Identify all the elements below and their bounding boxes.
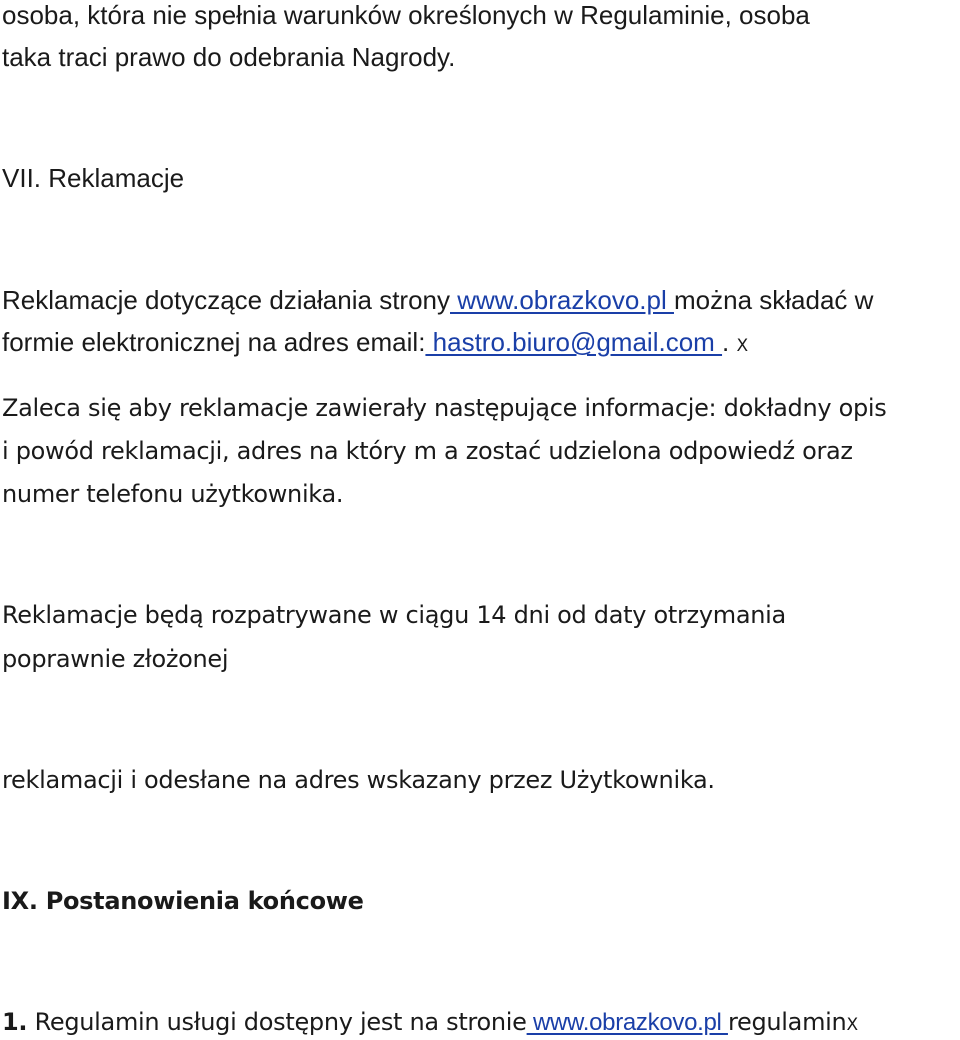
email-prefix: formie elektronicznej na adres email: xyxy=(2,327,426,357)
email-link[interactable]: hastro.biuro@gmail.com xyxy=(425,327,723,357)
item-1-text: Regulamin usługi dostępny jest na stronie xyxy=(34,1008,527,1036)
section-7-heading: VII. Reklamacje xyxy=(2,163,185,193)
intro-line-2: taka traci prawo do odebrania Nagrody. xyxy=(2,42,456,72)
rozpatrywane-line-2: poprawnie złożonej xyxy=(2,645,229,673)
section-9-heading: IX. Postanowienia końcowe xyxy=(2,887,364,915)
item-1-x-mark: X xyxy=(846,1015,858,1035)
zaleca-line-2: i powód reklamacji, adres na który m a zostać udzielona odpowiedź oraz xyxy=(2,437,853,465)
item-1-suffix: regulamin xyxy=(727,1008,847,1036)
item-1-number: 1. xyxy=(2,1008,28,1036)
rozpatrywane-line-1: Reklamacje będą rozpatrywane w ciągu 14 dni od daty otrzymania xyxy=(2,601,786,629)
reklamacje-prefix: Reklamacje dotyczące działania strony xyxy=(2,285,450,315)
reklamacje-suffix: można składać w xyxy=(673,285,874,315)
item-1-obrazkovo-link[interactable]: www.obrazkovo.pl xyxy=(526,1009,728,1036)
zaleca-line-3: numer telefonu użytkownika. xyxy=(2,480,344,508)
close-x-mark: X xyxy=(736,336,749,356)
item-1-line xyxy=(2,1007,858,1040)
reklamacje-paragraph-line-1 xyxy=(2,285,873,315)
email-suffix: . xyxy=(722,327,730,357)
odeslane-line: reklamacji i odesłane na adres wskazany przez Użytkownika. xyxy=(2,766,715,794)
intro-line-1: osoba, która nie spełnia warunków określonych w Regulaminie, osoba xyxy=(2,0,810,30)
zaleca-line-1: Zaleca się aby reklamacje zawierały następujące informacje: dokładny opis xyxy=(2,394,887,422)
reklamacje-paragraph-line-2 xyxy=(2,327,748,361)
obrazkovo-link[interactable]: www.obrazkovo.pl xyxy=(450,285,674,315)
